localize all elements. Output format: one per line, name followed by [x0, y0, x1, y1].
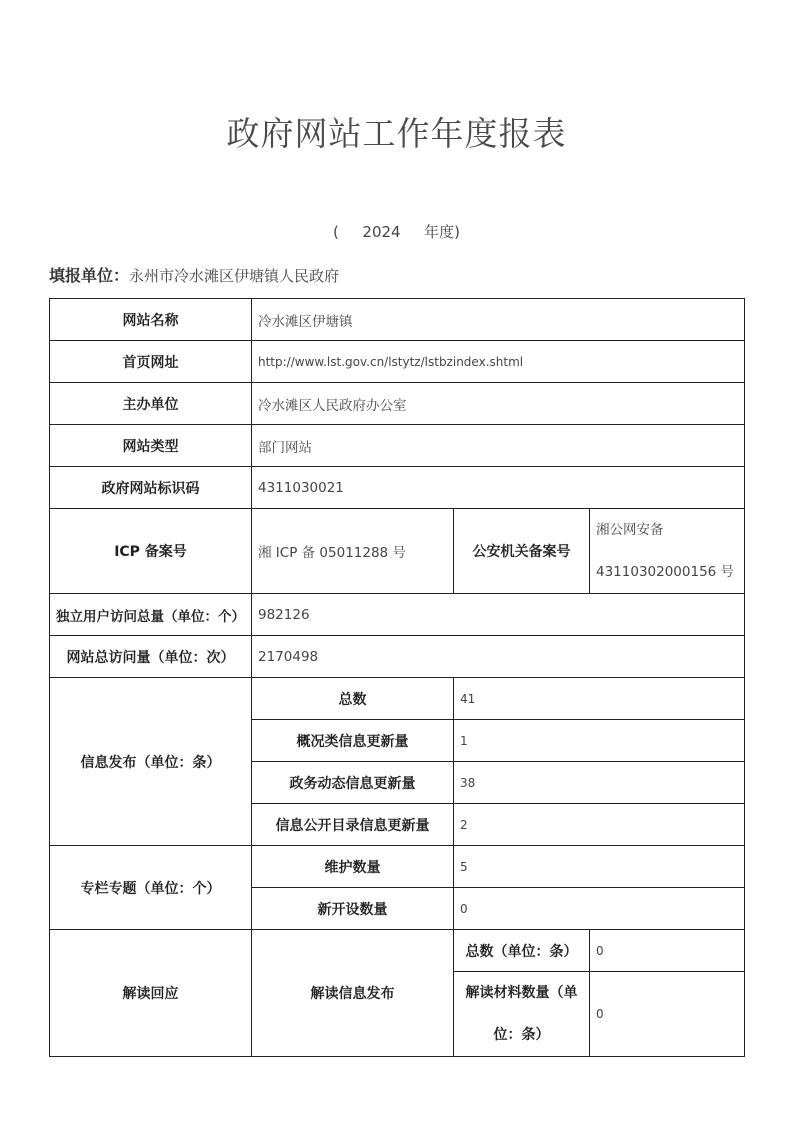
- year-value: 2024: [362, 223, 401, 241]
- info-total-value: 41: [454, 678, 745, 720]
- columns-label: 专栏专题（单位：个）: [50, 846, 252, 930]
- interp-total-label: 总数（单位：条）: [454, 930, 590, 972]
- columns-new-label: 新开设数量: [252, 888, 454, 930]
- info-publish-label: 信息发布（单位：条）: [50, 678, 252, 846]
- unique-visitors-value: 982126: [252, 594, 745, 636]
- site-id-value: 4311030021: [252, 467, 745, 509]
- unique-visitors-label: 独立用户访问总量（单位：个）: [50, 594, 252, 636]
- fill-unit-value: 永州市冷水滩区伊塘镇人民政府: [129, 267, 340, 285]
- icp-value: 湘 ICP 备 05011288 号: [252, 509, 454, 594]
- table-row: [50, 341, 745, 383]
- table-row: [50, 636, 745, 678]
- host-unit-label: 主办单位: [50, 383, 252, 425]
- interpretation-label: 解读回应: [50, 930, 252, 1057]
- table-row: [50, 467, 745, 509]
- police-value-line1: 湘公网安备: [596, 522, 664, 538]
- site-type-label: 网站类型: [50, 425, 252, 467]
- interpretation-sub-label: 解读信息发布: [252, 930, 454, 1057]
- info-catalog-label: 信息公开目录信息更新量: [252, 804, 454, 846]
- table-row: [50, 594, 745, 636]
- interp-materials-label-line1: 解读材料数量（单: [465, 985, 578, 1001]
- info-total-label: 总数: [252, 678, 454, 720]
- police-value: [590, 509, 745, 594]
- table-row: [50, 930, 745, 972]
- host-unit-value: 冷水滩区人民政府办公室: [252, 383, 745, 425]
- columns-new-value: 0: [454, 888, 745, 930]
- info-overview-value: 1: [454, 720, 745, 762]
- homepage-label: 首页网址: [50, 341, 252, 383]
- total-visits-label: 网站总访问量（单位：次）: [50, 636, 252, 678]
- interp-materials-value: 0: [590, 972, 745, 1057]
- table-row: [50, 678, 745, 720]
- interp-materials-label: [454, 972, 590, 1057]
- table-row: [50, 425, 745, 467]
- total-visits-value: 2170498: [252, 636, 745, 678]
- info-news-value: 38: [454, 762, 745, 804]
- table-row: [50, 846, 745, 888]
- year-open: (: [332, 223, 339, 241]
- info-catalog-value: 2: [454, 804, 745, 846]
- police-label: 公安机关备案号: [454, 509, 590, 594]
- columns-maintained-label: 维护数量: [252, 846, 454, 888]
- icp-label: ICP 备案号: [50, 509, 252, 594]
- table-row: [50, 383, 745, 425]
- site-name-label: 网站名称: [50, 299, 252, 341]
- report-table: [49, 298, 745, 1057]
- info-news-label: 政务动态信息更新量: [252, 762, 454, 804]
- fill-unit-label: 填报单位：: [49, 266, 130, 285]
- fill-unit: [49, 263, 339, 286]
- table-row: [50, 299, 745, 341]
- homepage-value: http://www.lst.gov.cn/lstytz/lstbzindex.shtml: [252, 341, 745, 383]
- site-name-value: 冷水滩区伊塘镇: [252, 299, 745, 341]
- interp-total-value: 0: [590, 930, 745, 972]
- page-title: 政府网站工作年度报表: [226, 114, 567, 153]
- site-id-label: 政府网站标识码: [50, 467, 252, 509]
- interp-materials-label-line2: 位：条）: [493, 1027, 550, 1043]
- year-close: 年度): [424, 223, 461, 241]
- info-overview-label: 概况类信息更新量: [252, 720, 454, 762]
- site-type-value: 部门网站: [252, 425, 745, 467]
- table-row: [50, 509, 745, 594]
- police-value-line2: 43110302000156 号: [596, 564, 735, 580]
- columns-maintained-value: 5: [454, 846, 745, 888]
- report-year: [0, 221, 793, 242]
